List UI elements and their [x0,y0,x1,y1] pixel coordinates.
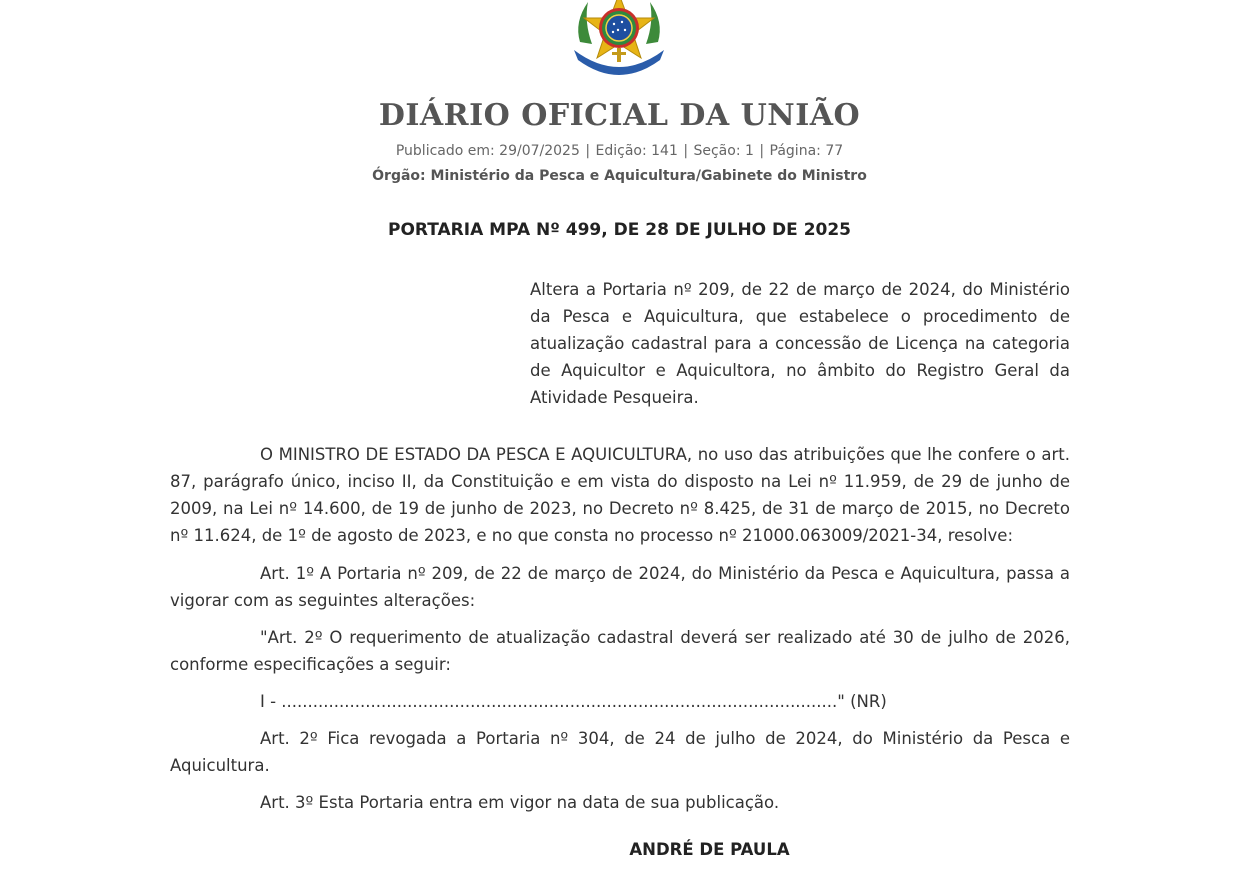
publication-meta [0,143,1239,159]
article-3-text: Art. 3º Esta Portaria entra em vigor na data de sua publicação. [260,793,780,812]
ementa: Altera a Portaria nº 209, de 22 de março de 2024, do Ministério da Pesca e Aquicultura, que estabelece o procedimento de atualização cadastral para a concessão de Licença na categoria de Aquicultor e Aquicultora, no âmbito do Registro Geral da Atividade Pesqueira. [530,280,1070,407]
inciso-i-text: I - .........................................................................................................." (NR) [260,692,887,711]
quoted-article-2-text: "Art. 2º O requerimento de atualização cadastral deverá ser realizado até 30 de julho de 2026, conforme especificações a seguir: [170,628,1070,674]
meta-separator: | [683,143,689,159]
edition-number: Edição: 141 [595,143,678,159]
brazil-coat-of-arms-icon [570,0,668,80]
section-number: Seção: 1 [693,143,754,159]
article-1 [170,560,1070,614]
meta-separator: | [759,143,765,159]
article-1-text: Art. 1º A Portaria nº 209, de 22 de março de 2024, do Ministério da Pesca e Aquicultura, passa a vigorar com as seguintes alterações: [170,564,1070,610]
orgao-line [0,168,1239,184]
page-number: Página: 77 [769,143,844,159]
article-3 [170,789,1070,816]
orgao-value: Ministério da Pesca e Aquicultura/Gabinete do Ministro [430,168,867,184]
article-2-text: Art. 2º Fica revogada a Portaria nº 304, de 24 de julho de 2024, do Ministério da Pesca e Aquicultura. [170,729,1070,775]
preamble [170,441,1070,549]
quoted-article-2 [170,624,1070,678]
masthead-title: DIÁRIO OFICIAL DA UNIÃO [378,98,861,133]
preamble-text: O MINISTRO DE ESTADO DA PESCA E AQUICULTURA, no uso das atribuições que lhe confere o art. 87, parágrafo único, inciso II, da Constituição e em vista do disposto na Lei nº 11.959, de 29 de junho de 2009, na Lei nº 14.600, de 19 de junho de 2023, no Decreto nº 8.425, de 31 de março de 2015, no Decreto nº 11.624, de 1º de agosto de 2023, e no que consta no processo nº 21000.063009/2021-34, resolve: [170,445,1070,545]
orgao-label: Órgão: [372,168,426,184]
published-date: Publicado em: 29/07/2025 [395,143,580,159]
document-title: PORTARIA MPA Nº 499, DE 28 DE JULHO DE 2025 [387,220,852,240]
article-2 [170,725,1070,779]
inciso-i [170,688,1070,715]
meta-separator: | [585,143,591,159]
signatory: ANDRÉ DE PAULA [629,840,790,859]
